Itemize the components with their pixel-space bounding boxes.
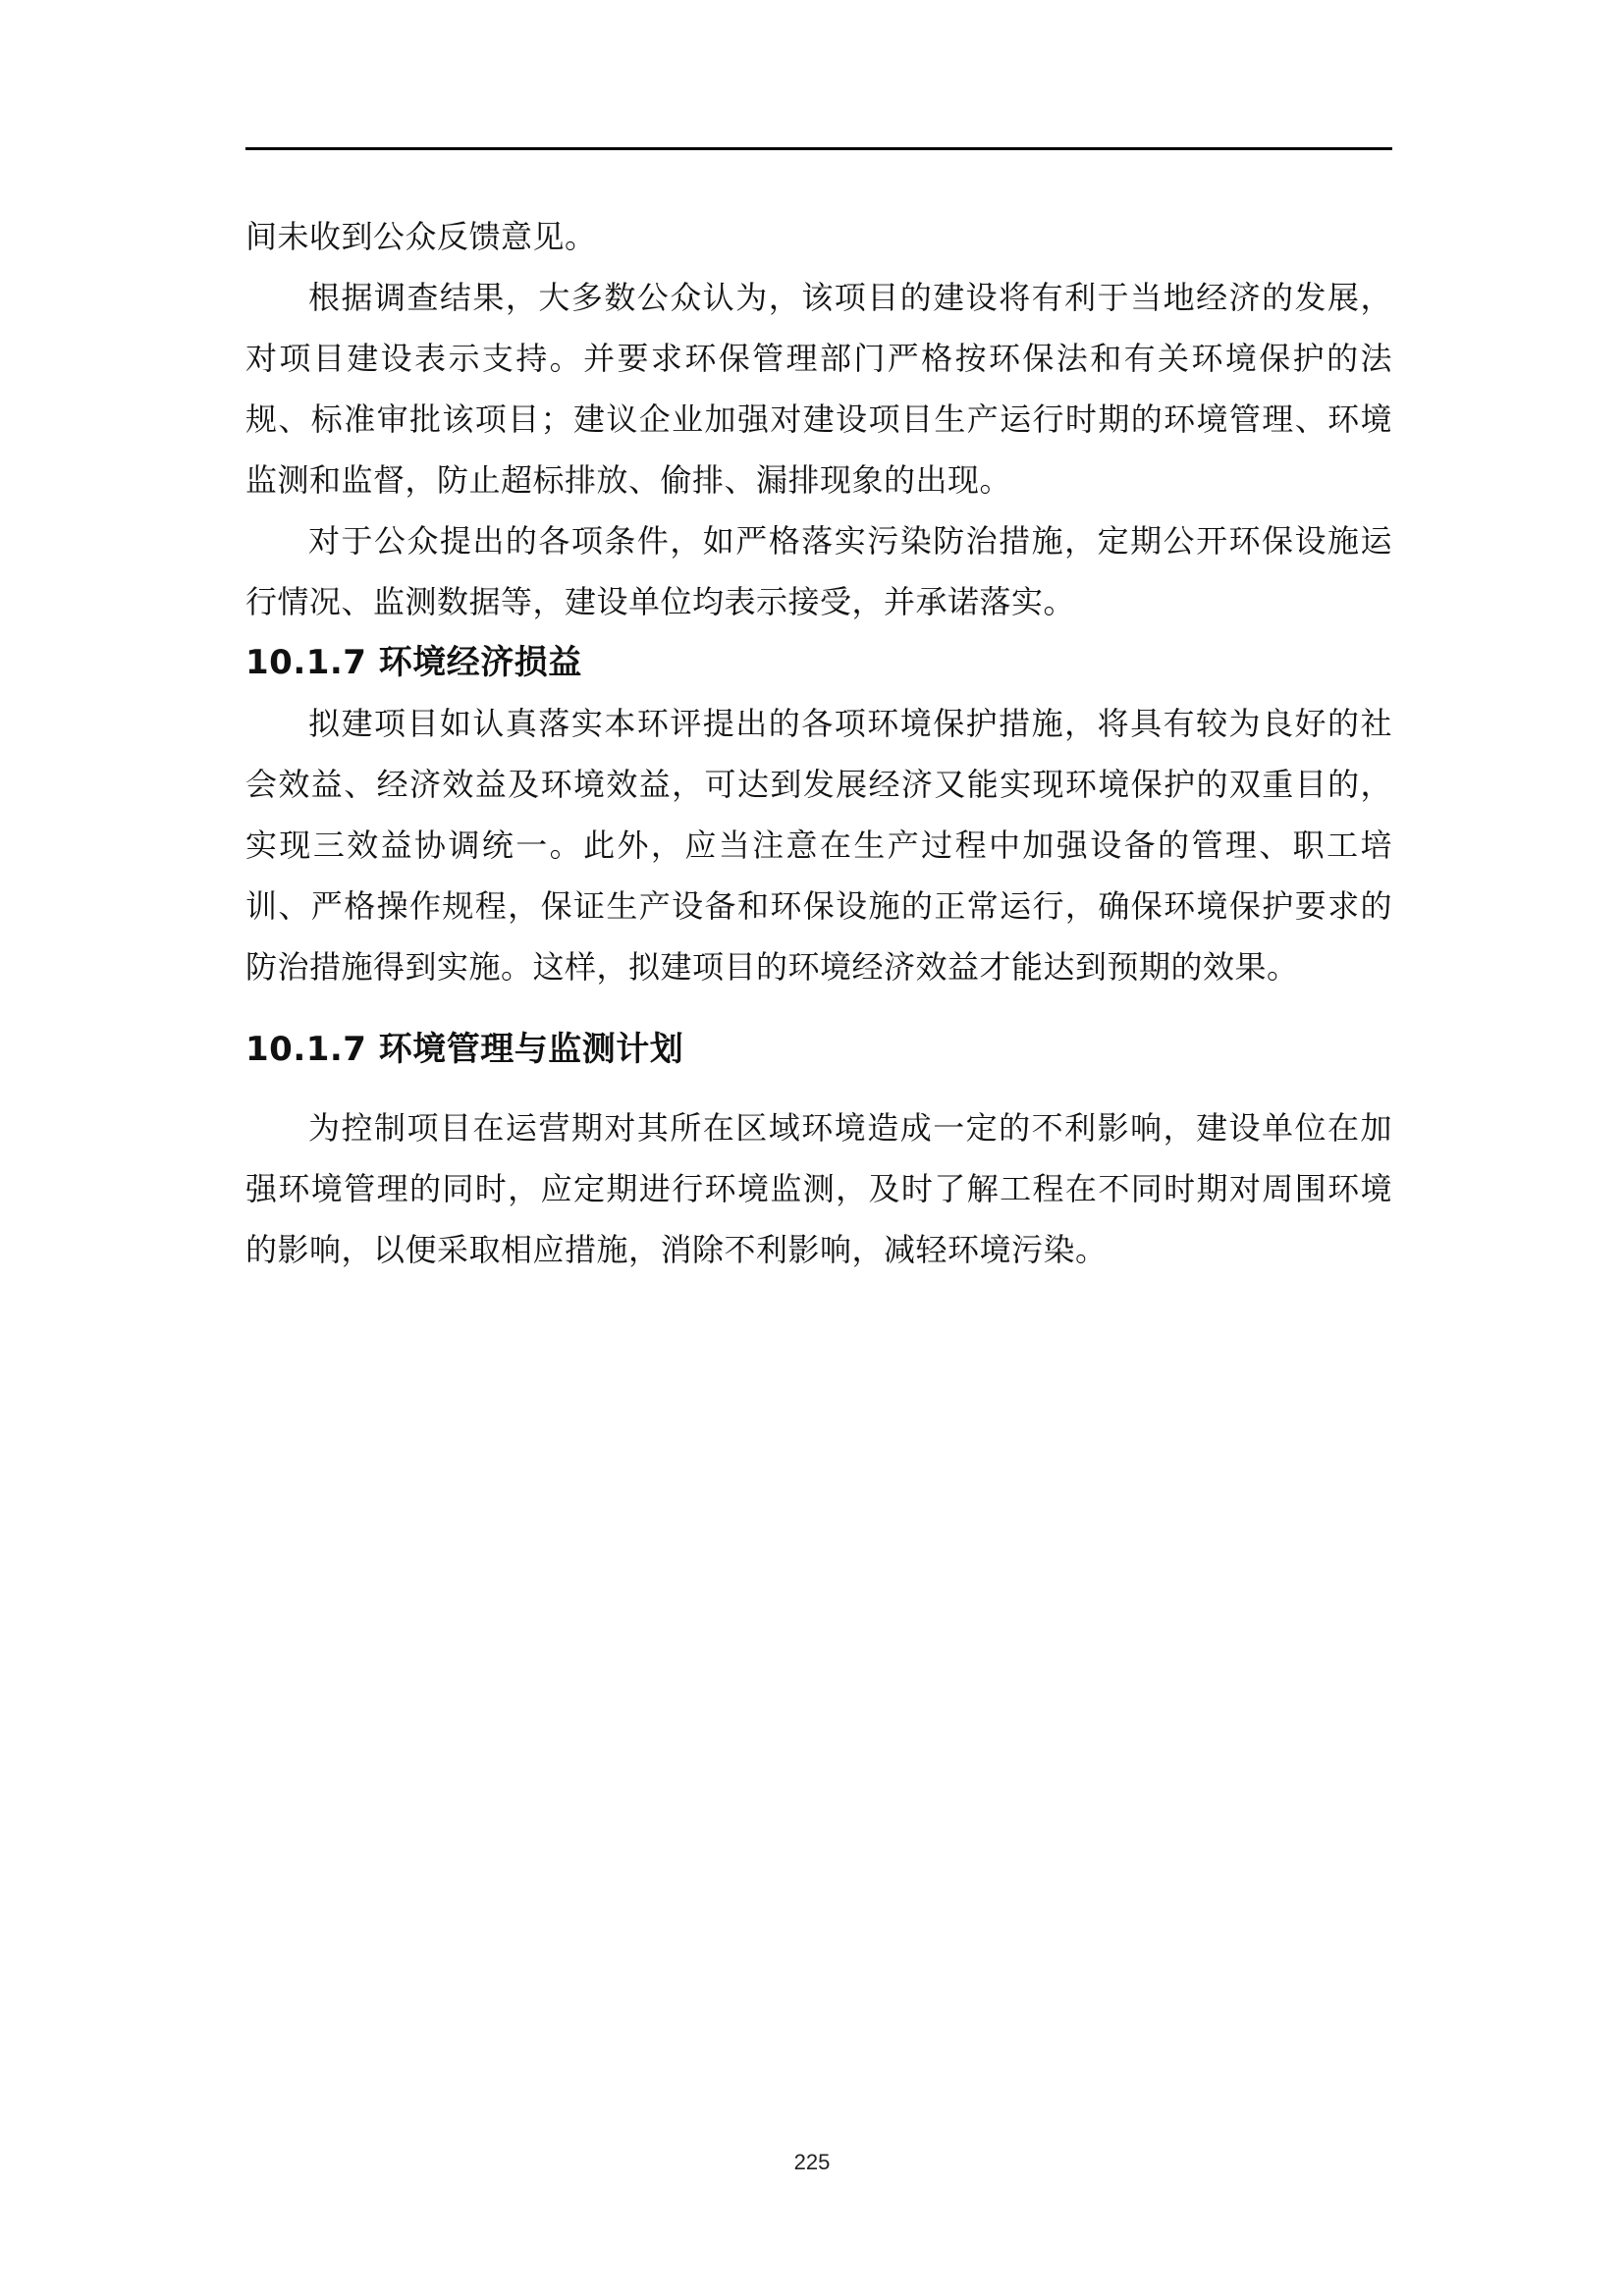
document-body [245, 206, 1392, 1280]
paragraph-management-monitoring: 为控制项目在运营期对其所在区域环境造成一定的不利影响，建设单位在加强环境管理的同时，应定期进行环境监测，及时了解工程在不同时期对周围环境的影响，以便采取相应措施，消除不利影响，减轻环境污染。 [245, 1109, 1392, 1268]
paragraph-continued: 间未收到公众反馈意见。 [245, 218, 597, 255]
header-rule [245, 147, 1392, 150]
page-number: 225 [793, 2150, 831, 2174]
section-heading-management-monitoring: 10.1.7 环境管理与监测计划 [245, 1030, 684, 1069]
paragraph-public-conditions: 对于公众提出的各项条件，如严格落实污染防治措施，定期公开环保设施运行情况、监测数据等，建设单位均表示接受，并承诺落实。 [245, 522, 1392, 620]
paragraph-environmental-economics: 拟建项目如认真落实本环评提出的各项环境保护措施，将具有较为良好的社会效益、经济效益及环境效益，可达到发展经济又能实现环境保护的双重目的，实现三效益协调统一。此外，应当注意在生产过程中加强设备的管理、职工培训、严格操作规程，保证生产设备和环保设施的正常运行，确保环境保护要求的防治措施得到实施。这样，拟建项目的环境经济效益才能达到预期的效果。 [245, 705, 1392, 986]
section-heading-environmental-economics: 10.1.7 环境经济损益 [245, 643, 582, 682]
paragraph-survey-results: 根据调查结果，大多数公众认为，该项目的建设将有利于当地经济的发展，对项目建设表示支持。并要求环保管理部门严格按环保法和有关环境保护的法规、标准审批该项目；建议企业加强对建设项目生产运行时期的环境管理、环境监测和监督，防止超标排放、偷排、漏排现象的出现。 [245, 279, 1392, 499]
